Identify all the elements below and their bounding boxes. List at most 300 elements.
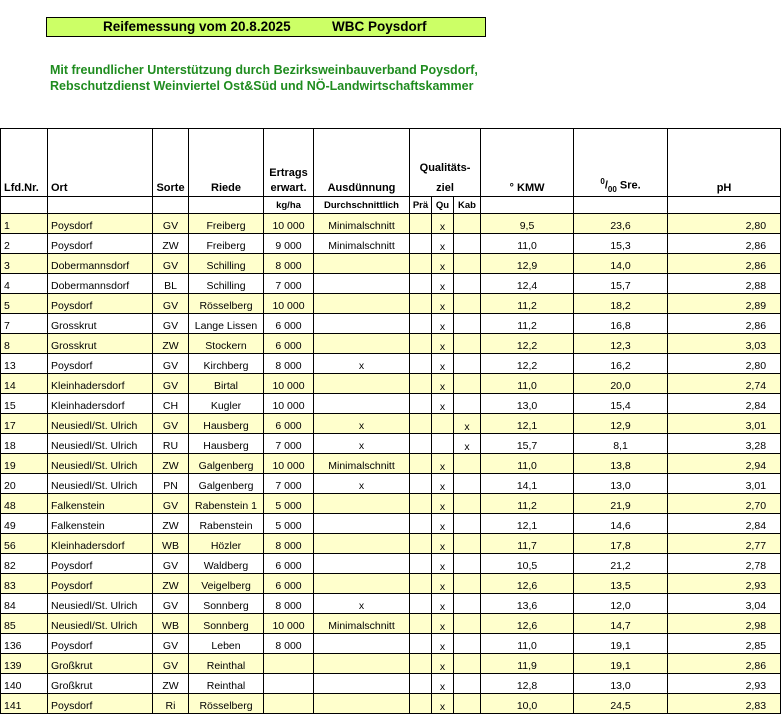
row-ort: Poysdorf bbox=[48, 294, 153, 314]
row-kab bbox=[454, 574, 481, 594]
row-kab bbox=[454, 394, 481, 414]
row-sre: 14,0 bbox=[574, 254, 668, 274]
row-sorte: GV bbox=[153, 314, 189, 334]
row-sre: 19,1 bbox=[574, 634, 668, 654]
row-kmw: 13,0 bbox=[481, 394, 574, 414]
row-pra bbox=[410, 614, 432, 634]
row-sorte: ZW bbox=[153, 234, 189, 254]
row-ertrag: 6 000 bbox=[264, 314, 314, 334]
row-pra bbox=[410, 214, 432, 234]
row-ausduennung bbox=[314, 494, 410, 514]
row-ph: 3,28 bbox=[668, 434, 781, 454]
sre-prefix: 0 bbox=[600, 177, 605, 187]
row-kmw: 12,1 bbox=[481, 514, 574, 534]
row-riede: Lange Lissen bbox=[189, 314, 264, 334]
row-ausduennung: x bbox=[314, 594, 410, 614]
row-kmw: 11,2 bbox=[481, 314, 574, 334]
row-riede: Freiberg bbox=[189, 234, 264, 254]
row-pra bbox=[410, 534, 432, 554]
col-qualitaetsziel bbox=[410, 129, 481, 197]
col-ausduennung: Ausdünnung bbox=[314, 129, 410, 197]
row-kmw: 11,0 bbox=[481, 234, 574, 254]
row-ort: Poysdorf bbox=[48, 214, 153, 234]
row-qu: x bbox=[432, 454, 454, 474]
row-ph: 2,89 bbox=[668, 294, 781, 314]
row-ertrag: 10 000 bbox=[264, 374, 314, 394]
row-nr: 13 bbox=[1, 354, 48, 374]
row-qu: x bbox=[432, 294, 454, 314]
row-qu: x bbox=[432, 534, 454, 554]
row-kab bbox=[454, 494, 481, 514]
col-kmw: ° KMW bbox=[481, 129, 574, 197]
row-nr: 15 bbox=[1, 394, 48, 414]
row-nr: 17 bbox=[1, 414, 48, 434]
row-kmw: 12,9 bbox=[481, 254, 574, 274]
row-ort: Großkrut bbox=[48, 654, 153, 674]
row-sorte: ZW bbox=[153, 334, 189, 354]
row-sorte: ZW bbox=[153, 674, 189, 694]
row-kab bbox=[454, 454, 481, 474]
row-sorte: GV bbox=[153, 254, 189, 274]
row-ph: 2,70 bbox=[668, 494, 781, 514]
row-kmw: 11,0 bbox=[481, 634, 574, 654]
row-ausduennung: x bbox=[314, 354, 410, 374]
row-kmw: 11,0 bbox=[481, 374, 574, 394]
row-riede: Schilling bbox=[189, 274, 264, 294]
row-ertrag: 10 000 bbox=[264, 394, 314, 414]
row-kab bbox=[454, 554, 481, 574]
row-ertrag: 9 000 bbox=[264, 234, 314, 254]
row-ausduennung bbox=[314, 254, 410, 274]
row-sre: 17,8 bbox=[574, 534, 668, 554]
row-sre: 15,3 bbox=[574, 234, 668, 254]
row-ausduennung: Minimalschnitt bbox=[314, 234, 410, 254]
row-riede: Hözler bbox=[189, 534, 264, 554]
row-nr: 85 bbox=[1, 614, 48, 634]
row-ort: Neusiedl/St. Ulrich bbox=[48, 434, 153, 454]
row-ausduennung bbox=[314, 394, 410, 414]
row-ph: 2,77 bbox=[668, 534, 781, 554]
row-sre: 12,0 bbox=[574, 594, 668, 614]
row-kmw: 11,2 bbox=[481, 294, 574, 314]
row-ph: 2,86 bbox=[668, 314, 781, 334]
row-sorte: GV bbox=[153, 554, 189, 574]
row-sre: 20,0 bbox=[574, 374, 668, 394]
header-row bbox=[1, 129, 781, 197]
row-qu: x bbox=[432, 254, 454, 274]
row-nr: 20 bbox=[1, 474, 48, 494]
table-row bbox=[1, 314, 781, 334]
row-pra bbox=[410, 654, 432, 674]
row-sorte: GV bbox=[153, 594, 189, 614]
row-ertrag: 8 000 bbox=[264, 634, 314, 654]
row-nr: 7 bbox=[1, 314, 48, 334]
row-kab bbox=[454, 274, 481, 294]
row-ausduennung bbox=[314, 654, 410, 674]
col-sre: $^0/_{00}$ Sre. bbox=[574, 129, 668, 197]
row-sorte: ZW bbox=[153, 514, 189, 534]
row-riede: Galgenberg bbox=[189, 454, 264, 474]
row-sorte: GV bbox=[153, 634, 189, 654]
row-sre: 21,9 bbox=[574, 494, 668, 514]
table-row bbox=[1, 554, 781, 574]
row-ph: 2,94 bbox=[668, 454, 781, 474]
row-sre: 15,4 bbox=[574, 394, 668, 414]
row-ort: Kleinhadersdorf bbox=[48, 394, 153, 414]
row-qu: x bbox=[432, 354, 454, 374]
row-riede: Reinthal bbox=[189, 654, 264, 674]
row-kmw: 12,6 bbox=[481, 574, 574, 594]
row-sorte: RU bbox=[153, 434, 189, 454]
row-sorte: GV bbox=[153, 294, 189, 314]
row-nr: 83 bbox=[1, 574, 48, 594]
table-row bbox=[1, 474, 781, 494]
col-riede: Riede bbox=[189, 129, 264, 197]
row-pra bbox=[410, 274, 432, 294]
row-qu: x bbox=[432, 634, 454, 654]
row-ph: 2,85 bbox=[668, 634, 781, 654]
row-sorte: ZW bbox=[153, 574, 189, 594]
row-sre: 16,8 bbox=[574, 314, 668, 334]
row-pra bbox=[410, 554, 432, 574]
row-kmw: 11,2 bbox=[481, 494, 574, 514]
row-riede: Veigelberg bbox=[189, 574, 264, 594]
row-kab bbox=[454, 654, 481, 674]
row-riede: Hausberg bbox=[189, 414, 264, 434]
row-ph: 2,86 bbox=[668, 234, 781, 254]
row-nr: 56 bbox=[1, 534, 48, 554]
row-ort: Neusiedl/St. Ulrich bbox=[48, 474, 153, 494]
row-kab bbox=[454, 234, 481, 254]
row-riede: Freiberg bbox=[189, 214, 264, 234]
row-ertrag: 5 000 bbox=[264, 494, 314, 514]
row-qu: x bbox=[432, 614, 454, 634]
row-riede: Reinthal bbox=[189, 674, 264, 694]
row-riede: Birtal bbox=[189, 374, 264, 394]
row-nr: 3 bbox=[1, 254, 48, 274]
sub-kab: Kab bbox=[454, 197, 481, 214]
row-ort: Neusiedl/St. Ulrich bbox=[48, 454, 153, 474]
table-row bbox=[1, 594, 781, 614]
row-ausduennung bbox=[314, 514, 410, 534]
row-ertrag: 8 000 bbox=[264, 594, 314, 614]
row-qu: x bbox=[432, 314, 454, 334]
row-kab bbox=[454, 674, 481, 694]
row-ertrag: 7 000 bbox=[264, 474, 314, 494]
row-nr: 82 bbox=[1, 554, 48, 574]
row-riede: Rösselberg bbox=[189, 294, 264, 314]
row-ort: Kleinhadersdorf bbox=[48, 374, 153, 394]
row-ph: 3,04 bbox=[668, 594, 781, 614]
row-sre: 13,5 bbox=[574, 574, 668, 594]
row-riede: Hausberg bbox=[189, 434, 264, 454]
title-organization: WBC Poysdorf bbox=[332, 19, 427, 34]
row-pra bbox=[410, 414, 432, 434]
row-ort: Falkenstein bbox=[48, 494, 153, 514]
row-sre: 12,9 bbox=[574, 414, 668, 434]
row-ertrag: 10 000 bbox=[264, 294, 314, 314]
row-sorte: WB bbox=[153, 614, 189, 634]
row-nr: 8 bbox=[1, 334, 48, 354]
row-ertrag: 8 000 bbox=[264, 254, 314, 274]
row-pra bbox=[410, 494, 432, 514]
row-ertrag: 6 000 bbox=[264, 574, 314, 594]
row-ph: 2,83 bbox=[668, 694, 781, 714]
table-row bbox=[1, 694, 781, 714]
row-sre: 12,3 bbox=[574, 334, 668, 354]
row-kmw: 12,2 bbox=[481, 354, 574, 374]
row-ertrag bbox=[264, 694, 314, 714]
row-ph: 2,88 bbox=[668, 274, 781, 294]
row-qu: x bbox=[432, 674, 454, 694]
row-kab bbox=[454, 214, 481, 234]
row-ph: 2,84 bbox=[668, 394, 781, 414]
row-sre: 19,1 bbox=[574, 654, 668, 674]
row-riede: Rabenstein bbox=[189, 514, 264, 534]
row-kab: x bbox=[454, 414, 481, 434]
row-sorte: PN bbox=[153, 474, 189, 494]
row-qu: x bbox=[432, 554, 454, 574]
row-ausduennung: x bbox=[314, 474, 410, 494]
row-riede: Rabenstein 1 bbox=[189, 494, 264, 514]
table-row bbox=[1, 494, 781, 514]
row-sorte: ZW bbox=[153, 454, 189, 474]
table-row bbox=[1, 674, 781, 694]
row-riede: Stockern bbox=[189, 334, 264, 354]
row-pra bbox=[410, 434, 432, 454]
row-riede: Leben bbox=[189, 634, 264, 654]
row-ertrag: 7 000 bbox=[264, 274, 314, 294]
row-kab bbox=[454, 534, 481, 554]
row-ort: Neusiedl/St. Ulrich bbox=[48, 614, 153, 634]
table-row bbox=[1, 514, 781, 534]
row-kab bbox=[454, 374, 481, 394]
row-kab bbox=[454, 694, 481, 714]
row-ausduennung: x bbox=[314, 414, 410, 434]
row-ertrag: 6 000 bbox=[264, 554, 314, 574]
table-row bbox=[1, 634, 781, 654]
row-sre: 13,0 bbox=[574, 674, 668, 694]
row-qu bbox=[432, 414, 454, 434]
row-ertrag: 10 000 bbox=[264, 614, 314, 634]
table-row bbox=[1, 454, 781, 474]
row-ertrag: 5 000 bbox=[264, 514, 314, 534]
row-qu: x bbox=[432, 694, 454, 714]
row-ort: Dobermannsdorf bbox=[48, 254, 153, 274]
row-sre: 14,7 bbox=[574, 614, 668, 634]
row-ort: Neusiedl/St. Ulrich bbox=[48, 414, 153, 434]
row-nr: 19 bbox=[1, 454, 48, 474]
row-sre: 8,1 bbox=[574, 434, 668, 454]
row-ausduennung bbox=[314, 674, 410, 694]
row-ertrag: 8 000 bbox=[264, 354, 314, 374]
row-ertrag: 6 000 bbox=[264, 414, 314, 434]
row-ertrag bbox=[264, 654, 314, 674]
sub-qu: Qu bbox=[432, 197, 454, 214]
row-sorte: GV bbox=[153, 354, 189, 374]
row-riede: Rösselberg bbox=[189, 694, 264, 714]
row-qu: x bbox=[432, 394, 454, 414]
row-ph: 2,84 bbox=[668, 514, 781, 534]
row-pra bbox=[410, 474, 432, 494]
sponsor-line-2: Rebschutzdienst Weinviertel Ost&Süd und NÖ-Landwirtschaftskammer bbox=[50, 79, 474, 93]
row-ausduennung bbox=[314, 334, 410, 354]
row-qu: x bbox=[432, 654, 454, 674]
row-pra bbox=[410, 234, 432, 254]
row-riede: Sonnberg bbox=[189, 614, 264, 634]
row-nr: 141 bbox=[1, 694, 48, 714]
row-kmw: 10,0 bbox=[481, 694, 574, 714]
row-nr: 140 bbox=[1, 674, 48, 694]
row-pra bbox=[410, 354, 432, 374]
row-qu: x bbox=[432, 494, 454, 514]
col-ort: Ort bbox=[48, 129, 153, 197]
row-ausduennung bbox=[314, 294, 410, 314]
col-ertrag-line1: Ertrags bbox=[269, 167, 308, 179]
col-ertrag-line2: erwart. bbox=[270, 182, 307, 194]
table-row bbox=[1, 334, 781, 354]
row-ertrag bbox=[264, 674, 314, 694]
row-ph: 2,78 bbox=[668, 554, 781, 574]
sre-suffix: Sre. bbox=[616, 179, 641, 192]
measurement-table bbox=[0, 128, 781, 714]
row-nr: 14 bbox=[1, 374, 48, 394]
title-measurement: Reifemessung vom 20.8.2025 bbox=[103, 19, 291, 34]
row-ausduennung bbox=[314, 314, 410, 334]
table-row bbox=[1, 294, 781, 314]
row-kab bbox=[454, 474, 481, 494]
table-row bbox=[1, 234, 781, 254]
row-nr: 139 bbox=[1, 654, 48, 674]
row-ausduennung: Minimalschnitt bbox=[314, 454, 410, 474]
col-lfd-nr: Lfd.Nr. bbox=[1, 129, 48, 197]
row-kab bbox=[454, 594, 481, 614]
table-row bbox=[1, 374, 781, 394]
row-pra bbox=[410, 514, 432, 534]
row-sorte: GV bbox=[153, 374, 189, 394]
row-kmw: 12,8 bbox=[481, 674, 574, 694]
row-ort: Poysdorf bbox=[48, 694, 153, 714]
row-qu: x bbox=[432, 574, 454, 594]
row-kmw: 12,6 bbox=[481, 614, 574, 634]
table-row bbox=[1, 614, 781, 634]
row-ertrag: 10 000 bbox=[264, 214, 314, 234]
row-nr: 84 bbox=[1, 594, 48, 614]
row-sorte: GV bbox=[153, 214, 189, 234]
row-ertrag: 7 000 bbox=[264, 434, 314, 454]
row-ort: Poysdorf bbox=[48, 234, 153, 254]
sponsor-line-1: Mit freundlicher Unterstützung durch Bezirksweinbauverband Poysdorf, bbox=[50, 63, 478, 77]
row-pra bbox=[410, 574, 432, 594]
row-ausduennung bbox=[314, 374, 410, 394]
row-qu: x bbox=[432, 474, 454, 494]
row-sre: 15,7 bbox=[574, 274, 668, 294]
row-riede: Schilling bbox=[189, 254, 264, 274]
subheader-row bbox=[1, 197, 781, 214]
row-pra bbox=[410, 394, 432, 414]
row-riede: Waldberg bbox=[189, 554, 264, 574]
row-kmw: 12,4 bbox=[481, 274, 574, 294]
row-nr: 2 bbox=[1, 234, 48, 254]
row-ph: 2,86 bbox=[668, 254, 781, 274]
row-ph: 3,01 bbox=[668, 414, 781, 434]
table-row bbox=[1, 354, 781, 374]
row-kab bbox=[454, 614, 481, 634]
row-nr: 1 bbox=[1, 214, 48, 234]
col-qual-line1: Qualitäts- bbox=[419, 162, 471, 174]
row-ausduennung bbox=[314, 274, 410, 294]
row-riede: Galgenberg bbox=[189, 474, 264, 494]
row-ort: Kleinhadersdorf bbox=[48, 534, 153, 554]
row-sorte: CH bbox=[153, 394, 189, 414]
row-pra bbox=[410, 694, 432, 714]
row-sorte: GV bbox=[153, 654, 189, 674]
row-pra bbox=[410, 674, 432, 694]
table-row bbox=[1, 654, 781, 674]
row-ph: 2,93 bbox=[668, 574, 781, 594]
row-pra bbox=[410, 334, 432, 354]
table-row bbox=[1, 574, 781, 594]
row-qu: x bbox=[432, 514, 454, 534]
row-kab bbox=[454, 634, 481, 654]
row-ausduennung: Minimalschnitt bbox=[314, 214, 410, 234]
row-pra bbox=[410, 314, 432, 334]
row-kmw: 9,5 bbox=[481, 214, 574, 234]
row-sorte: GV bbox=[153, 494, 189, 514]
row-ph: 2,86 bbox=[668, 654, 781, 674]
row-ph: 2,93 bbox=[668, 674, 781, 694]
row-ph: 2,98 bbox=[668, 614, 781, 634]
row-riede: Kugler bbox=[189, 394, 264, 414]
row-ausduennung bbox=[314, 694, 410, 714]
report-title bbox=[46, 17, 486, 37]
row-pra bbox=[410, 254, 432, 274]
row-sre: 24,5 bbox=[574, 694, 668, 714]
row-kmw: 14,1 bbox=[481, 474, 574, 494]
row-sre: 13,0 bbox=[574, 474, 668, 494]
row-ausduennung bbox=[314, 534, 410, 554]
row-kab bbox=[454, 314, 481, 334]
row-nr: 4 bbox=[1, 274, 48, 294]
row-nr: 48 bbox=[1, 494, 48, 514]
sre-sub: 00 bbox=[607, 185, 617, 194]
row-ort: Dobermannsdorf bbox=[48, 274, 153, 294]
row-kab bbox=[454, 354, 481, 374]
row-sorte: Ri bbox=[153, 694, 189, 714]
row-pra bbox=[410, 294, 432, 314]
row-ph: 2,74 bbox=[668, 374, 781, 394]
row-ort: Neusiedl/St. Ulrich bbox=[48, 594, 153, 614]
row-ort: Poysdorf bbox=[48, 554, 153, 574]
col-ph: pH bbox=[668, 129, 781, 197]
col-qual-line2: ziel bbox=[436, 182, 454, 194]
row-ausduennung bbox=[314, 554, 410, 574]
row-riede: Kirchberg bbox=[189, 354, 264, 374]
row-kmw: 12,1 bbox=[481, 414, 574, 434]
row-qu: x bbox=[432, 594, 454, 614]
table-row bbox=[1, 414, 781, 434]
row-ausduennung: Minimalschnitt bbox=[314, 614, 410, 634]
row-ort: Falkenstein bbox=[48, 514, 153, 534]
row-ort: Poysdorf bbox=[48, 634, 153, 654]
row-nr: 136 bbox=[1, 634, 48, 654]
row-sre: 14,6 bbox=[574, 514, 668, 534]
row-riede: Sonnberg bbox=[189, 594, 264, 614]
sub-ertrag: kg/ha bbox=[264, 197, 314, 214]
col-sorte: Sorte bbox=[153, 129, 189, 197]
row-nr: 5 bbox=[1, 294, 48, 314]
row-ph: 3,01 bbox=[668, 474, 781, 494]
